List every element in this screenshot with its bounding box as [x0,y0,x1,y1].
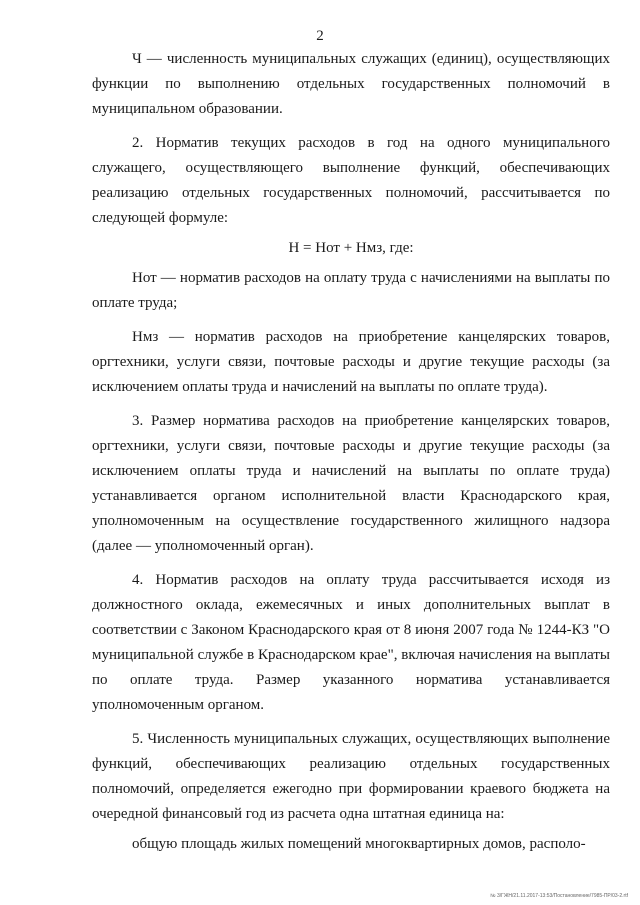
paragraph-ch-definition: Ч — численность муниципальных служащих (единиц), осуществляющих функции по выполнению отдельных государственных полномочий в муниципальном образовании. [92,51,610,117]
paragraph-2: 2. Норматив текущих расходов в год на одного муниципального служащего, осуществляющего выполнение функций, обеспечивающих реализацию отдельных государственных полномочий, рассчитывается по следующей формуле: [92,135,610,226]
footer-file-path: № 3/ГЖН/21.11.2017-13:53/Постановление/7985-ПР/03-2.rtf [490,893,628,899]
page-number: 2 [316,28,324,44]
paragraph-3: 3. Размер норматива расходов на приобретение канцелярских товаров, оргтехники, услуги связи, почтовые расходы и другие текущие расходы (за исключением оплаты труда и начислений на выплаты по оплате труда) устанавливается органом исполнительной власти Краснодарского края, уполномоченным на осуществление государственного жилищного надзора (далее — уполномоченный орган). [92,413,610,554]
paragraph-nmz-definition: Нмз — норматив расходов на приобретение канцелярских товаров, оргтехники, услуги связи, почтовые расходы и другие текущие расходы (за исключением оплаты труда и начислений на выплаты по оплате труда). [92,329,610,395]
document-body [92,47,610,857]
formula: Н = Нот + Нмз, где: [288,240,414,256]
paragraph-5: 5. Численность муниципальных служащих, осуществляющих выполнение функций, обеспечивающих реализацию отдельных государственных полномочий, определяется ежегодно при формировании краевого бюджета на очередной финансовый год из расчета одна штатная единица на: [92,731,610,822]
paragraph-not-definition: Нот — норматив расходов на оплату труда с начислениями на выплаты по оплате труда; [92,270,610,311]
paragraph-continued: общую площадь жилых помещений многоквартирных домов, располо- [132,836,586,852]
paragraph-4: 4. Норматив расходов на оплату труда рассчитывается исходя из должностного оклада, ежемесячных и иных дополнительных выплат в соответствии с Законом Краснодарского края от 8 июня 2007 года № 1244-КЗ "О муниципальной службе в Краснодарском крае", включая начисления на выплаты по оплате труда. Размер указанного норматива устанавливается уполномоченным органом. [92,572,610,713]
